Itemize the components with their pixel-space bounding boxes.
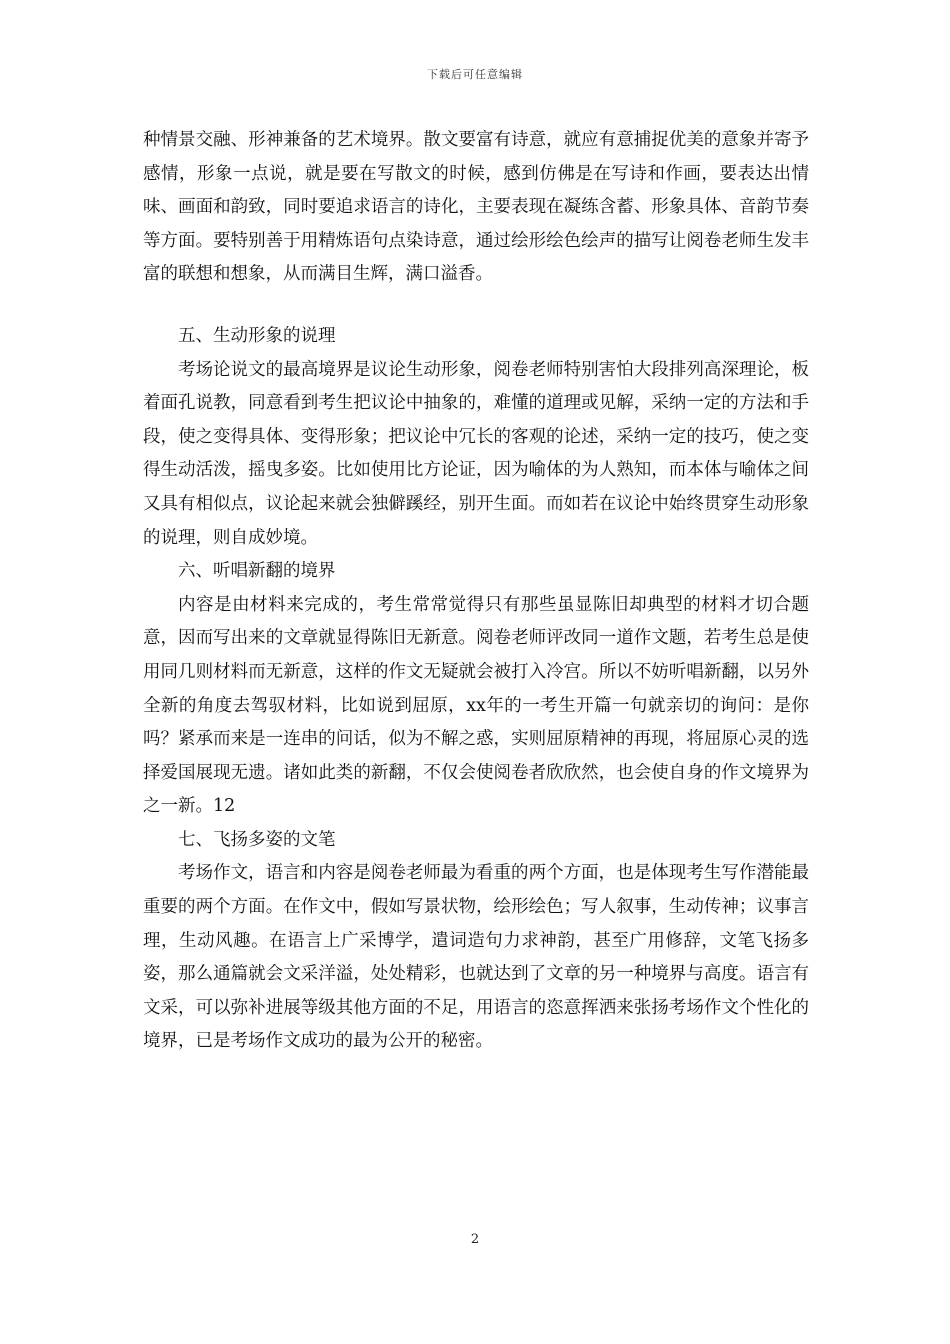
paragraph-section-7: 考场作文，语言和内容是阅卷老师最为看重的两个方面，也是体现考生写作潜能最重要的两个方面。在作文中，假如写景状物，绘形绘色；写人叙事，生动传神；议事言理，生动风趣。在语言上广采博学，遣词造句力求神韵，甚至广用修辞，文笔飞扬多姿，那么通篇就会文采洋溢，处处精彩，也就达到了文章的另一种境界与高度。语言有文采，可以弥补进展等级其他方面的不足，用语言的恣意挥洒来张扬考场作文个性化的境界，已是考场作文成功的最为公开的秘密。 xyxy=(143,863,809,1052)
document-body xyxy=(143,124,809,1059)
section-heading-6: 六、听唱新翻的境界 xyxy=(178,561,336,582)
page-number: 2 xyxy=(470,1232,480,1247)
paragraph-continued: 种情景交融、形神兼备的艺术境界。散文要富有诗意，就应有意捕捉优美的意象并寄予感情，形象一点说，就是要在写散文的时候，感到仿佛是在写诗和作画，要表达出情味、画面和韵致，同时要追求语言的诗化，主要表现在凝练含蓄、形象具体、音韵节奏等方面。要特别善于用精炼语句点染诗意，通过绘形绘色绘声的描写让阅卷老师生发丰富的联想和想象，从而满目生辉，满口溢香。 xyxy=(143,130,809,285)
paragraph-section-5: 考场论说文的最高境界是议论生动形象，阅卷老师特别害怕大段排列高深理论，板着面孔说教，同意看到考生把议论中抽象的，难懂的道理或见解，采纳一定的方法和手段，使之变得具体、变得形象；把议论中冗长的客观的论述，采纳一定的技巧，使之变得生动活泼，摇曳多姿。比如使用比方论证，因为喻体的为人熟知，而本体与喻体之间又具有相似点，议论起来就会独僻蹊经，别开生面。而如若在议论中始终贯穿生动形象的说理，则自成妙境。 xyxy=(143,359,809,548)
section-heading-7: 七、飞扬多姿的文笔 xyxy=(178,829,336,850)
section-heading-5: 五、生动形象的说理 xyxy=(178,325,336,346)
page-header: 下载后可任意编辑 xyxy=(427,68,523,81)
paragraph-section-6: 内容是由材料来完成的，考生常常觉得只有那些虽显陈旧却典型的材料才切合题意，因而写出来的文章就显得陈旧无新意。阅卷老师评改同一道作文题，若考生总是使用同几则材料而无新意，这样的作文无疑就会被打入冷宫。所以不妨听唱新翻，以另外全新的角度去驾驭材料，比如说到屈原，xx年的一考生开篇一句就亲切的询问：是你吗？紧承而来是一连串的问话，似为不解之惑，实则屈原精神的再现，将屈原心灵的选择爱国展现无遗。诸如此类的新翻，不仅会使阅卷者欣欣然，也会使自身的作文境界为之一新。12 xyxy=(143,594,809,817)
paragraph-gap xyxy=(143,292,809,320)
